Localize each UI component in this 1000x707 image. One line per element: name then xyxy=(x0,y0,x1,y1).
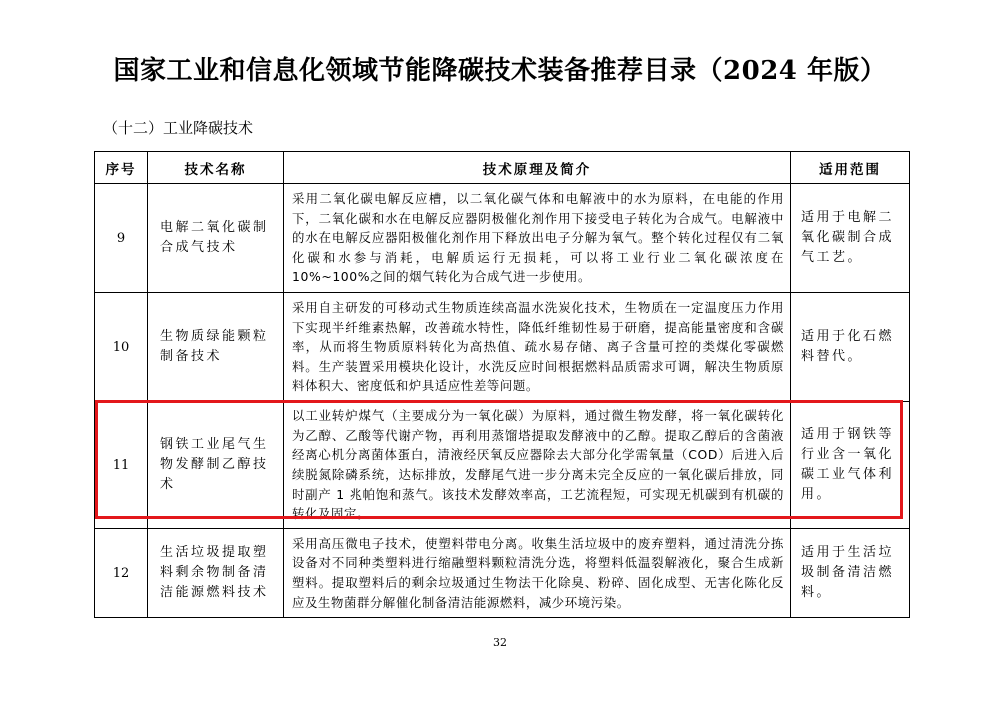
row-number: 11 xyxy=(95,402,148,529)
tech-scope: 适用于生活垃圾制备清洁燃料。 xyxy=(791,529,910,618)
tech-description: 采用二氧化碳电解反应槽，以二氧化碳气体和电解液中的水为原料，在电能的作用下，二氧化碳和水在电解反应器阴极催化剂作用下接受电子转化为合成气。电解液中的水在电解反应器阳极催化剂作用下释放出电子分解为氧气。整个转化过程仅有二氧化碳和水参与消耗，电解质运行无损耗，可以将工业行业二氧化碳浓度在 10%~100%之间的烟气转化为合成气进一步使用。 xyxy=(284,184,791,293)
row-number: 12 xyxy=(95,529,148,618)
page-title: 国家工业和信息化领域节能降碳技术装备推荐目录（2024 年版） xyxy=(113,56,887,86)
row-number: 9 xyxy=(95,184,148,293)
row-number: 10 xyxy=(95,293,148,402)
tech-description: 以工业转炉煤气（主要成分为一氧化碳）为原料，通过微生物发酵，将一氧化碳转化为乙醇、乙酸等代谢产物，再利用蒸馏塔提取发酵液中的乙醇。提取乙醇后的含菌液经离心机分离菌体蛋白，清液经厌氧反应器除去大部分化学需氧量（COD）后进入后续脱氮除磷系统，达标排放，发酵尾气进一步分离未完全反应的一氧化碳后排放，同时副产 1 兆帕饱和蒸气。该技术发酵效率高，工艺流程短，可实现无机碳到有机碳的转化及固定。 xyxy=(284,402,791,529)
table-header-row xyxy=(95,152,910,184)
technology-catalog-table xyxy=(94,151,910,618)
header-tech-name: 技术名称 xyxy=(148,152,284,184)
tech-name: 电解二氧化碳制合成气技术 xyxy=(148,184,284,293)
header-scope: 适用范围 xyxy=(791,152,910,184)
header-principle: 技术原理及简介 xyxy=(284,152,791,184)
table-row xyxy=(95,293,910,402)
tech-name: 生活垃圾提取塑料剩余物制备清洁能源燃料技术 xyxy=(148,529,284,618)
tech-description: 采用自主研发的可移动式生物质连续高温水洗炭化技术，生物质在一定温度压力作用下实现半纤维素热解，改善疏水特性，降低纤维韧性易于研磨，提高能量密度和含碳率，从而将生物质原料转化为高热值、疏水易存储、离子含量可控的类煤化零碳燃料。生产装置采用模块化设计，水洗反应时间根据燃料品质需求可调，解决生物质原料体积大、密度低和炉具适应性差等问题。 xyxy=(284,293,791,402)
tech-name: 生物质绿能颗粒制备技术 xyxy=(148,293,284,402)
tech-scope: 适用于钢铁等行业含一氧化碳工业气体利用。 xyxy=(791,402,910,529)
table-row-highlighted xyxy=(95,402,910,529)
tech-scope: 适用于化石燃料替代。 xyxy=(791,293,910,402)
table-row xyxy=(95,184,910,293)
tech-name: 钢铁工业尾气生物发酵制乙醇技术 xyxy=(148,402,284,529)
section-heading: （十二）工业降碳技术 xyxy=(103,119,254,137)
tech-scope: 适用于电解二氧化碳制合成气工艺。 xyxy=(791,184,910,293)
page-number: 32 xyxy=(493,636,507,649)
header-number: 序号 xyxy=(95,152,148,184)
table-row xyxy=(95,529,910,618)
tech-description: 采用高压微电子技术，使塑料带电分离。收集生活垃圾中的废弃塑料，通过清洗分拣设备对不同种类塑料进行缩融塑料颗粒清洗分选，将塑料低温裂解液化，聚合生成新塑料。提取塑料后的剩余垃圾通过生物法干化除臭、粉碎、固化成型、无害化陈化反应及生物菌群分解催化制备清洁能源燃料，减少环境污染。 xyxy=(284,529,791,618)
